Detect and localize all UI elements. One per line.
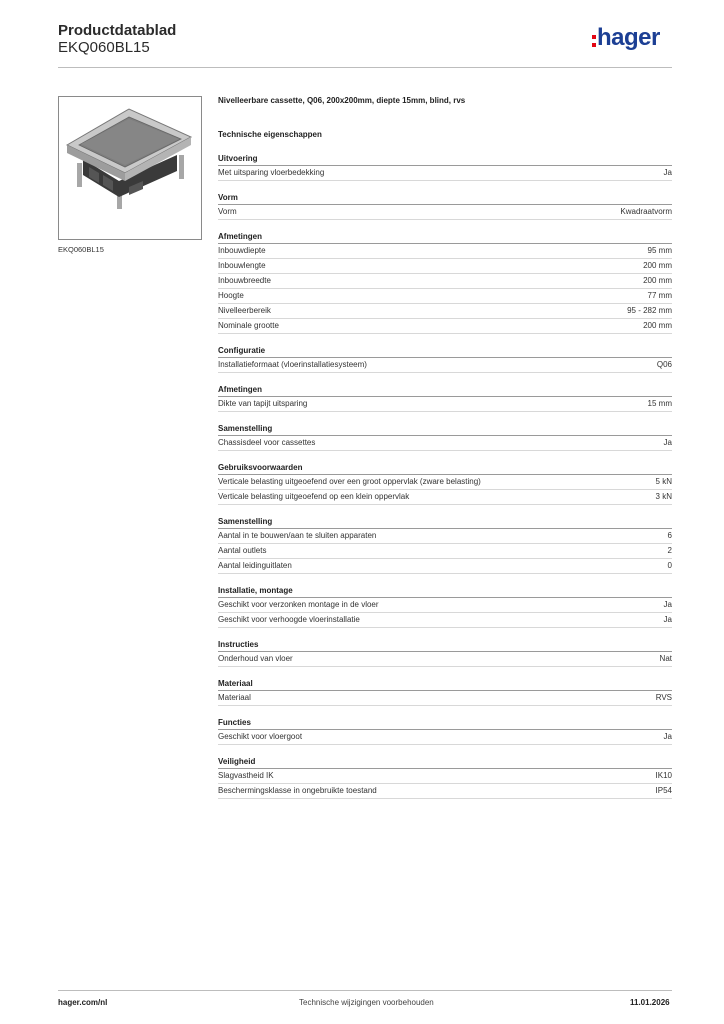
spec-label: Dikte van tapijt uitsparing bbox=[218, 399, 308, 408]
spec-row bbox=[218, 289, 672, 304]
spec-value: Ja bbox=[663, 600, 672, 609]
spec-label: Inbouwbreedte bbox=[218, 276, 271, 285]
spec-row bbox=[218, 319, 672, 334]
properties-heading: Technische eigenschappen bbox=[218, 130, 322, 139]
footer-disclaimer: Technische wijzigingen voorbehouden bbox=[299, 998, 434, 1007]
spec-section bbox=[218, 755, 672, 799]
spec-row bbox=[218, 613, 672, 628]
spec-label: Nivelleerbereik bbox=[218, 306, 271, 315]
header-divider bbox=[58, 67, 672, 68]
logo-dots-icon bbox=[592, 35, 596, 47]
spec-section bbox=[218, 422, 672, 451]
spec-label: Inbouwdiepte bbox=[218, 246, 266, 255]
spec-label: Onderhoud van vloer bbox=[218, 654, 293, 663]
section-title: Gebruiksvoorwaarden bbox=[218, 461, 672, 475]
spec-row bbox=[218, 691, 672, 706]
spec-label: Met uitsparing vloerbedekking bbox=[218, 168, 325, 177]
section-title: Materiaal bbox=[218, 677, 672, 691]
spec-label: Beschermingsklasse in ongebruikte toestand bbox=[218, 786, 377, 795]
spec-section bbox=[218, 584, 672, 628]
spec-label: Aantal outlets bbox=[218, 546, 267, 555]
spec-label: Verticale belasting uitgeoefend over een groot oppervlak (zware belasting) bbox=[218, 477, 481, 486]
spec-sections bbox=[218, 152, 672, 809]
spec-label: Inbouwlengte bbox=[218, 261, 266, 270]
spec-label: Aantal in te bouwen/aan te sluiten apparaten bbox=[218, 531, 377, 540]
spec-row bbox=[218, 397, 672, 412]
spec-value: 0 bbox=[667, 561, 672, 570]
section-title: Samenstelling bbox=[218, 515, 672, 529]
spec-value: RVS bbox=[655, 693, 672, 702]
page-title: Productdatablad bbox=[58, 22, 177, 39]
spec-label: Hoogte bbox=[218, 291, 244, 300]
section-title: Samenstelling bbox=[218, 422, 672, 436]
spec-section bbox=[218, 716, 672, 745]
spec-label: Slagvastheid IK bbox=[218, 771, 274, 780]
footer-date: 11.01.2026 bbox=[630, 998, 670, 1007]
spec-value: 95 mm bbox=[647, 246, 672, 255]
spec-label: Geschikt voor vloergoot bbox=[218, 732, 303, 741]
spec-value: Ja bbox=[663, 438, 672, 447]
spec-value: Ja bbox=[663, 615, 672, 624]
spec-label: Geschikt voor verhoogde vloerinstallatie bbox=[218, 615, 360, 624]
spec-value: IK10 bbox=[655, 771, 672, 780]
spec-row bbox=[218, 784, 672, 799]
spec-row bbox=[218, 205, 672, 220]
spec-value: 200 mm bbox=[643, 321, 672, 330]
spec-value: 95 - 282 mm bbox=[627, 306, 672, 315]
spec-value: 3 kN bbox=[655, 492, 672, 501]
spec-section bbox=[218, 152, 672, 181]
spec-row bbox=[218, 559, 672, 574]
product-code: EKQ060BL15 bbox=[58, 39, 150, 56]
product-image bbox=[58, 96, 202, 240]
floor-cassette-icon bbox=[59, 97, 201, 239]
spec-label: Chassisdeel voor cassettes bbox=[218, 438, 316, 447]
spec-label: Geschikt voor verzonken montage in de vloer bbox=[218, 600, 379, 609]
spec-row bbox=[218, 436, 672, 451]
spec-value: Q06 bbox=[656, 360, 672, 369]
spec-row bbox=[218, 490, 672, 505]
spec-value: 15 mm bbox=[647, 399, 672, 408]
spec-row bbox=[218, 358, 672, 373]
spec-section bbox=[218, 677, 672, 706]
spec-section bbox=[218, 461, 672, 505]
spec-value: 200 mm bbox=[643, 261, 672, 270]
hager-logo[interactable] bbox=[592, 24, 660, 57]
spec-value: Ja bbox=[663, 168, 672, 177]
spec-section bbox=[218, 638, 672, 667]
spec-row bbox=[218, 730, 672, 745]
spec-section bbox=[218, 515, 672, 574]
footer-divider bbox=[58, 990, 672, 991]
product-description: Nivelleerbare cassette, Q06, 200x200mm, diepte 15mm, blind, rvs bbox=[218, 96, 466, 105]
spec-row bbox=[218, 274, 672, 289]
section-title: Configuratie bbox=[218, 344, 672, 358]
spec-label: Aantal leidinguitlaten bbox=[218, 561, 292, 570]
spec-section bbox=[218, 344, 672, 373]
spec-row bbox=[218, 475, 672, 490]
spec-row bbox=[218, 652, 672, 667]
section-title: Afmetingen bbox=[218, 383, 672, 397]
spec-value: 6 bbox=[667, 531, 672, 540]
spec-row bbox=[218, 769, 672, 784]
spec-value: Kwadraatvorm bbox=[620, 207, 672, 216]
spec-row bbox=[218, 304, 672, 319]
spec-label: Nominale grootte bbox=[218, 321, 279, 330]
spec-value: 2 bbox=[667, 546, 672, 555]
spec-section bbox=[218, 230, 672, 334]
section-title: Vorm bbox=[218, 191, 672, 205]
spec-row bbox=[218, 529, 672, 544]
spec-label: Verticale belasting uitgeoefend op een klein oppervlak bbox=[218, 492, 410, 501]
spec-label: Vorm bbox=[218, 207, 237, 216]
spec-row bbox=[218, 244, 672, 259]
spec-value: Ja bbox=[663, 732, 672, 741]
spec-row bbox=[218, 259, 672, 274]
section-title: Functies bbox=[218, 716, 672, 730]
spec-row bbox=[218, 598, 672, 613]
logo-text: hager bbox=[597, 24, 660, 51]
spec-label: Materiaal bbox=[218, 693, 251, 702]
section-title: Installatie, montage bbox=[218, 584, 672, 598]
image-caption: EKQ060BL15 bbox=[58, 245, 104, 254]
section-title: Veiligheid bbox=[218, 755, 672, 769]
spec-value: Nat bbox=[659, 654, 672, 663]
spec-label: Installatieformaat (vloerinstallatiesysteem) bbox=[218, 360, 367, 369]
spec-row bbox=[218, 166, 672, 181]
section-title: Uitvoering bbox=[218, 152, 672, 166]
section-title: Instructies bbox=[218, 638, 672, 652]
spec-value: 5 kN bbox=[655, 477, 672, 486]
footer-website-link[interactable]: hager.com/nl bbox=[58, 998, 108, 1007]
spec-value: IP54 bbox=[655, 786, 672, 795]
spec-row bbox=[218, 544, 672, 559]
spec-section bbox=[218, 383, 672, 412]
spec-section bbox=[218, 191, 672, 220]
section-title: Afmetingen bbox=[218, 230, 672, 244]
spec-value: 200 mm bbox=[643, 276, 672, 285]
spec-value: 77 mm bbox=[647, 291, 672, 300]
